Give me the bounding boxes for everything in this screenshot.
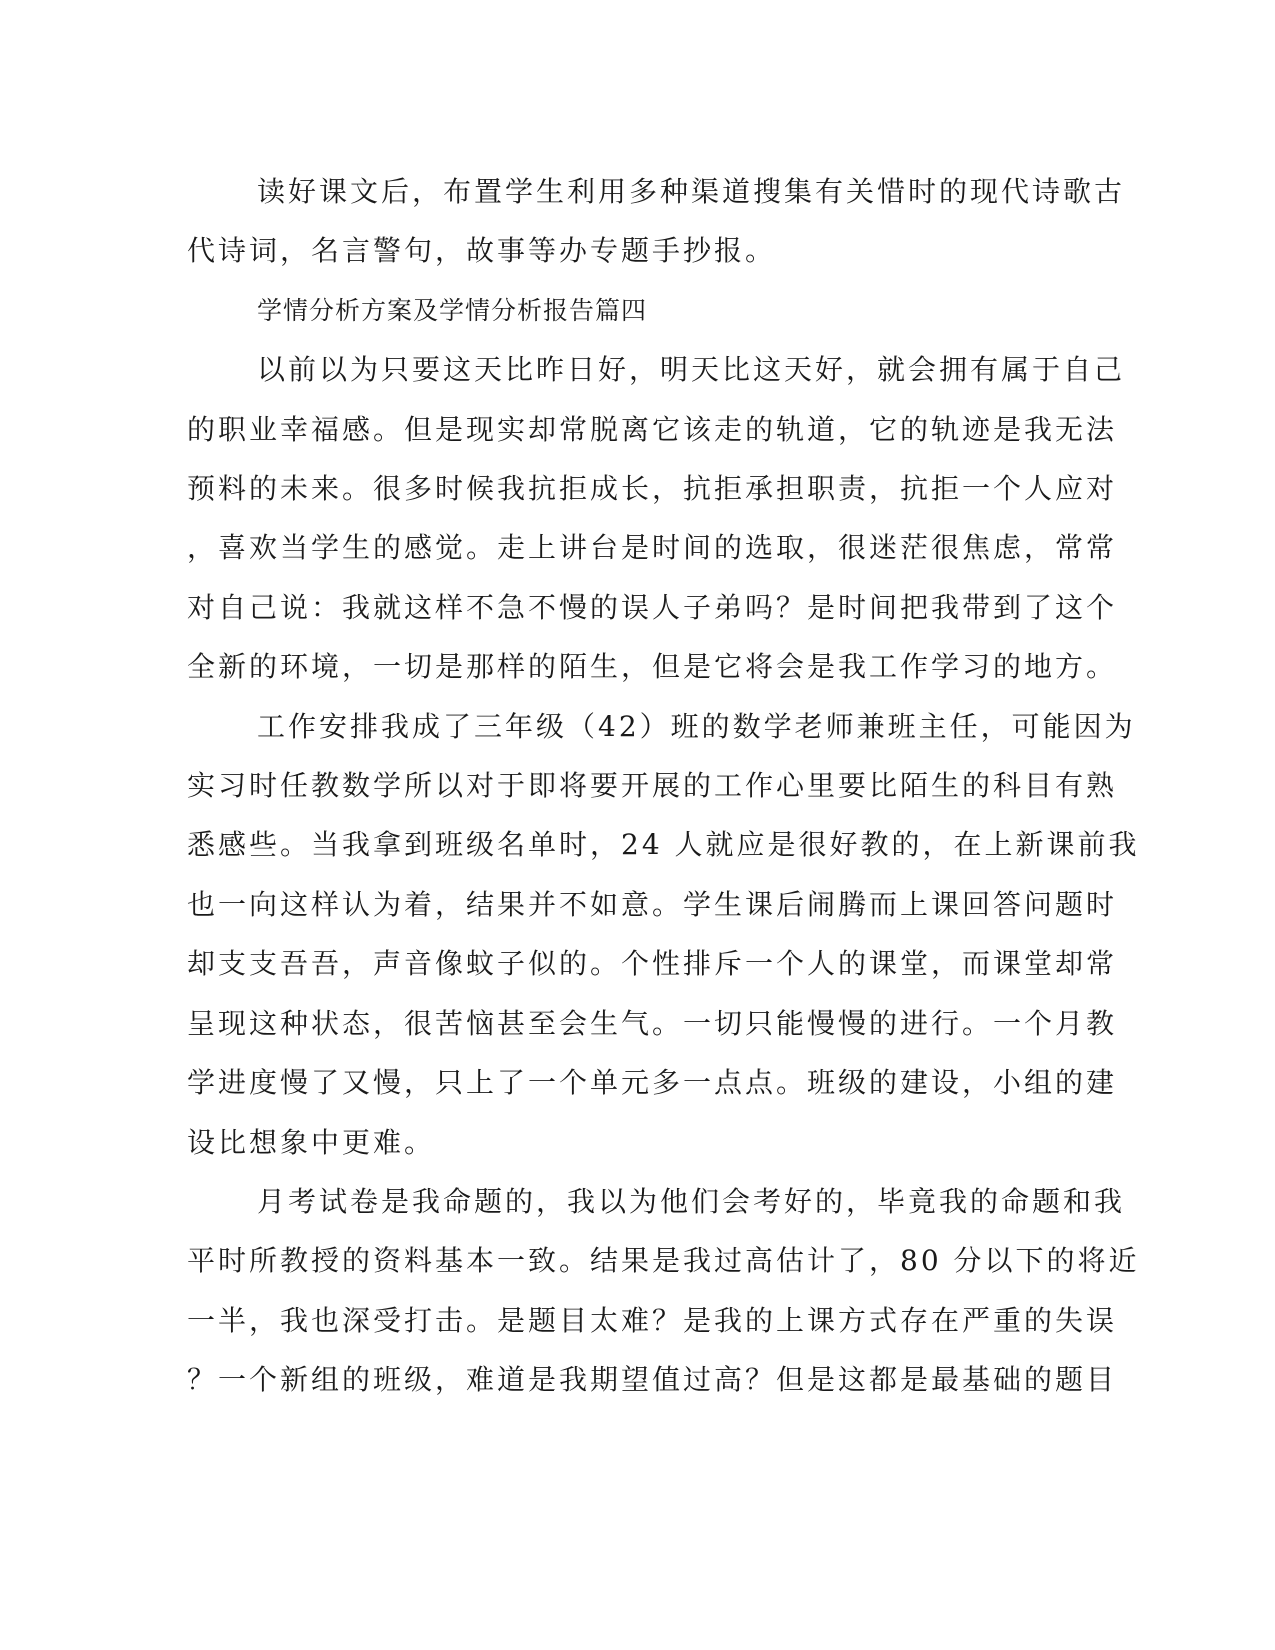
text-line: 代诗词，名言警句，故事等办专题手抄报。	[187, 234, 777, 268]
text-line: 工作安排我成了三年级（42）班的数学老师兼班主任，可能因为	[257, 709, 1136, 743]
text-line: 也一向这样认为着，结果并不如意。学生课后闹腾而上课回答问题时	[187, 887, 1118, 921]
document-body	[187, 162, 1140, 1410]
text-line: 一半，我也深受打击。是题目太难？是我的上课方式存在严重的失误	[187, 1303, 1118, 1337]
text-line: 学进度慢了又慢，只上了一个单元多一点点。班级的建设，小组的建	[187, 1066, 1118, 1100]
text-line: 全新的环境，一切是那样的陌生，但是它将会是我工作学习的地方。	[187, 650, 1118, 684]
section-heading	[187, 281, 1087, 340]
text-line: 却支支吾吾，声音像蚊子似的。个性排斥一个人的课堂，而课堂却常	[187, 947, 1118, 981]
text-line: 以前以为只要这天比昨日好，明天比这天好，就会拥有属于自己	[257, 353, 1126, 387]
text-line: 月考试卷是我命题的，我以为他们会考好的，毕竟我的命题和我	[257, 1184, 1126, 1218]
paragraph-homework-assignment	[187, 162, 1126, 281]
text-line: 实习时任教数学所以对于即将要开展的工作心里要比陌生的科目有熟	[187, 769, 1118, 803]
text-line: 的职业幸福感。但是现实却常脱离它该走的轨道，它的轨迹是我无法	[187, 412, 1118, 446]
text-line: 读好课文后，布置学生利用多种渠道搜集有关惜时的现代诗歌古	[257, 175, 1126, 208]
text-line: 平时所教授的资料基本一致。结果是我过高估计了，80 分以下的将近	[187, 1244, 1140, 1278]
text-line: 悉感些。当我拿到班级名单时，24 人就应是很好教的，在上新课前我	[187, 828, 1140, 862]
heading-text: 学情分析方案及学情分析报告篇四	[257, 295, 648, 325]
text-line: 预料的未来。很多时候我抗拒成长，抗拒承担职责，抗拒一个人应对	[187, 472, 1118, 506]
text-line: ？一个新组的班级，难道是我期望值过高？但是这都是最基础的题目	[187, 1363, 1118, 1397]
text-line: 设比想象中更难。	[187, 1125, 436, 1159]
paragraph-career-reflection	[187, 340, 1126, 696]
text-line: 对自己说：我就这样不急不慢的误人子弟吗？是时间把我带到了这个	[187, 590, 1118, 624]
text-line: 呈现这种状态，很苦恼甚至会生气。一切只能慢慢的进行。一个月教	[187, 1006, 1118, 1040]
text-line: ，喜欢当学生的感觉。走上讲台是时间的选取，很迷茫很焦虑，常常	[187, 531, 1118, 565]
paragraph-class-assignment	[187, 697, 1140, 1172]
paragraph-monthly-exam	[187, 1172, 1140, 1410]
